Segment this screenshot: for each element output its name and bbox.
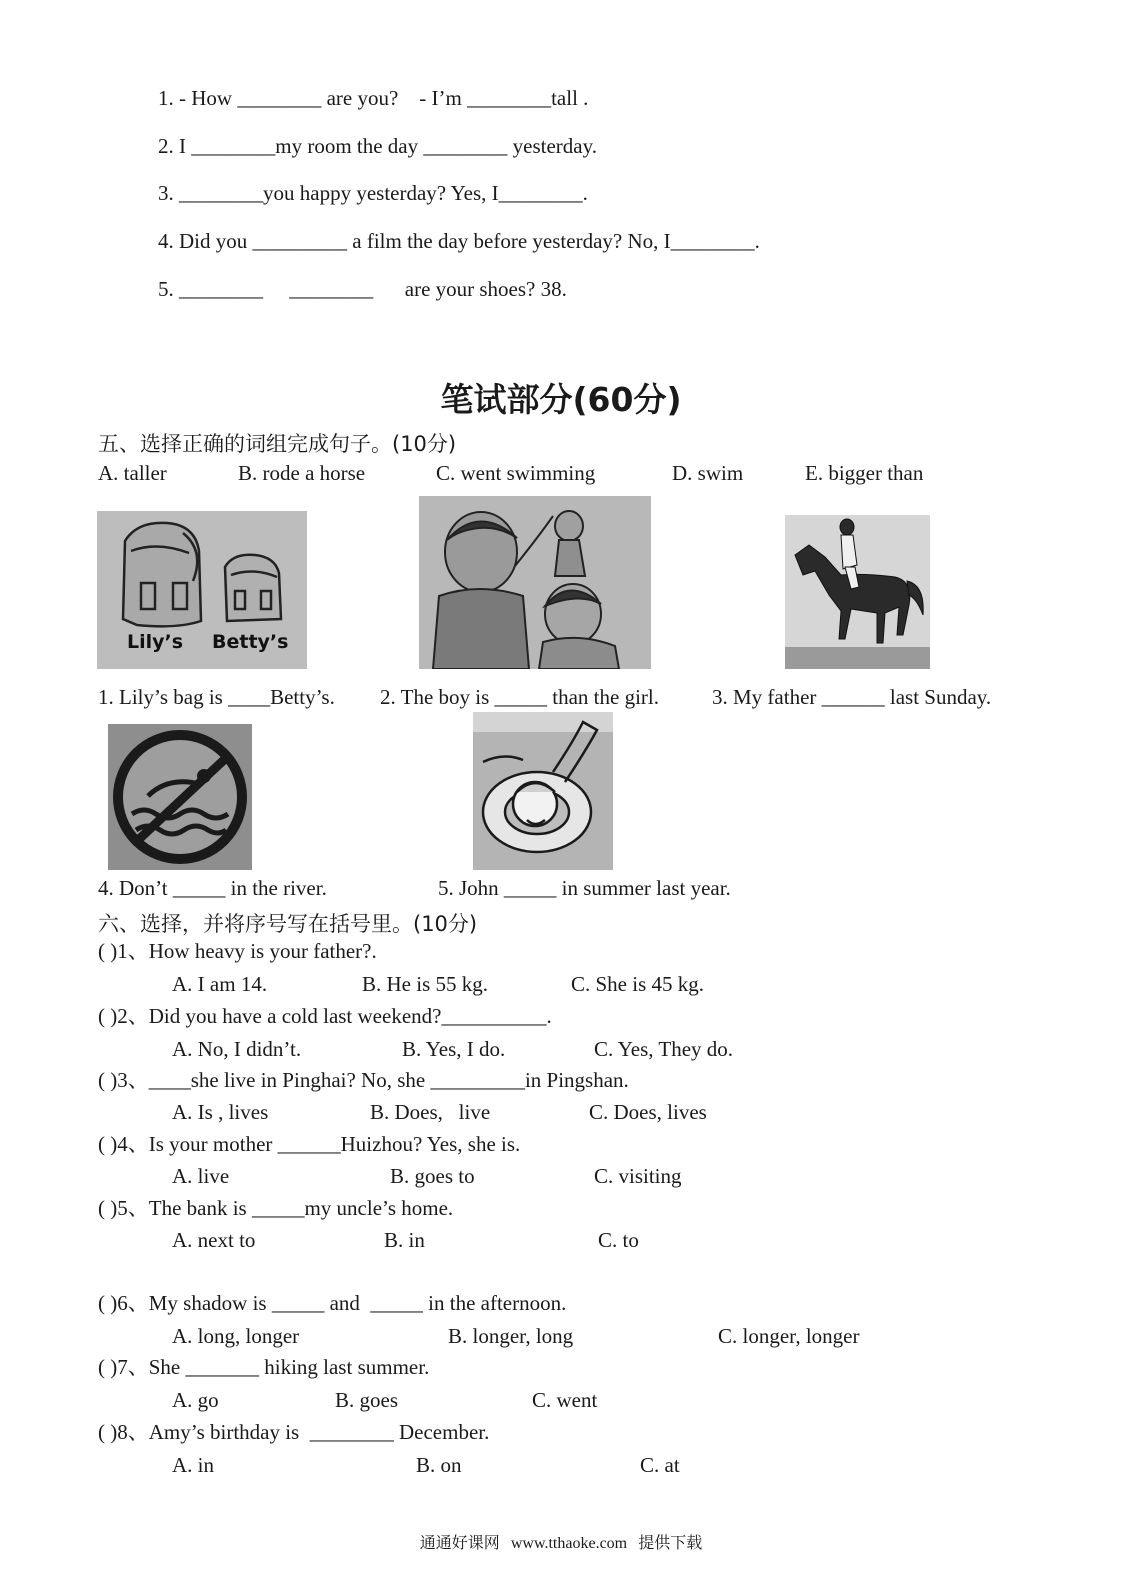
mc-q7-option-c: C. went [532,1388,598,1412]
blank-question-4: 4. Did you _________ a film the day before yesterday? No, I________. [158,229,760,253]
section5-option-e: E. bigger than [805,461,924,485]
mc-q6-option-c: C. longer, longer [718,1324,860,1348]
mc-question-6: ( )6、My shadow is _____ and _____ in the afternoon. [98,1291,567,1315]
boy-swimming-picture [473,712,613,870]
section5-sentence-5: 5. John _____ in summer last year. [438,876,731,900]
section5-option-c: C. went swimming [436,461,596,485]
mc-q3-option-a: A. Is , lives [172,1100,269,1124]
mc-q1-option-a: A. I am 14. [172,972,268,996]
mc-question-5: ( )5、The bank is _____my uncle’s home. [98,1196,454,1220]
mc-q5-option-c: C. to [598,1228,639,1252]
blank-question-1: 1. - How ________ are you? - I’m ________tall . [158,86,589,110]
bag-label-betty: Betty’s [212,631,289,653]
written-section-title: 笔试部分(60分) [440,380,682,419]
mc-question-1: ( )1、How heavy is your father?. [98,939,377,963]
mc-q1-option-b: B. He is 55 kg. [362,972,488,996]
mc-q3-option-c: C. Does, lives [589,1100,707,1124]
section5-sentence-3: 3. My father ______ last Sunday. [712,685,992,709]
bags-picture [97,511,307,669]
section5-heading: 五、选择正确的词组完成句子。(10分) [98,432,457,456]
mc-q4-option-a: A. live [172,1164,230,1188]
section5-option-b: B. rode a horse [238,461,366,485]
section5-sentence-2: 2. The boy is _____ than the girl. [380,685,659,709]
mc-question-2: ( )2、Did you have a cold last weekend?__________. [98,1004,552,1028]
mc-q5-option-a: A. next to [172,1228,256,1252]
mc-q2-option-b: B. Yes, I do. [402,1037,506,1061]
page-footer [0,1530,1122,1553]
footer-suffix: 提供下载 [638,1533,703,1552]
mc-q4-option-c: C. visiting [594,1164,682,1188]
blank-question-2: 2. I ________my room the day ________ yesterday. [158,134,597,158]
footer-url[interactable]: www.tthaoke.com [510,1535,628,1552]
mc-question-8: ( )8、Amy’s birthday is ________ December. [98,1420,490,1444]
mc-q2-option-c: C. Yes, They do. [594,1037,734,1061]
mc-q2-option-a: A. No, I didn’t. [172,1037,302,1061]
mc-q1-option-c: C. She is 45 kg. [571,972,705,996]
mc-q8-option-a: A. in [172,1453,214,1477]
section5-option-a: A. taller [98,461,167,485]
section5-sentence-1: 1. Lily’s bag is ____Betty’s. [98,685,335,709]
horse-rider-picture [785,515,930,669]
section5-option-d: D. swim [672,461,744,485]
mc-q8-option-b: B. on [416,1453,462,1477]
blank-question-5: 5. ________ ________ are your shoes? 38. [158,277,567,301]
section5-sentence-4: 4. Don’t _____ in the river. [98,876,327,900]
mc-q6-option-a: A. long, longer [172,1324,300,1348]
mc-q3-option-b: B. Does, live [370,1100,491,1124]
section6-heading: 六、选择，并将序号写在括号里。(10分) [98,912,478,936]
mc-q7-option-b: B. goes [335,1388,398,1412]
mc-question-7: ( )7、She _______ hiking last summer. [98,1355,430,1379]
bag-label-lily: Lily’s [127,631,184,653]
mc-question-3: ( )3、____she live in Pinghai? No, she _________in Pingshan. [98,1068,629,1092]
mc-q6-option-b: B. longer, long [448,1324,574,1348]
footer-site-name: 通通好课网 [419,1533,500,1552]
mc-q7-option-a: A. go [172,1388,219,1412]
mc-q5-option-b: B. in [384,1228,425,1252]
boy-girl-picture [419,496,651,669]
no-swimming-picture [108,724,252,870]
mc-q8-option-c: C. at [640,1453,680,1477]
blank-question-3: 3. ________you happy yesterday? Yes, I________. [158,181,588,205]
mc-question-4: ( )4、Is your mother ______Huizhou? Yes, she is. [98,1132,521,1156]
mc-q4-option-b: B. goes to [390,1164,475,1188]
